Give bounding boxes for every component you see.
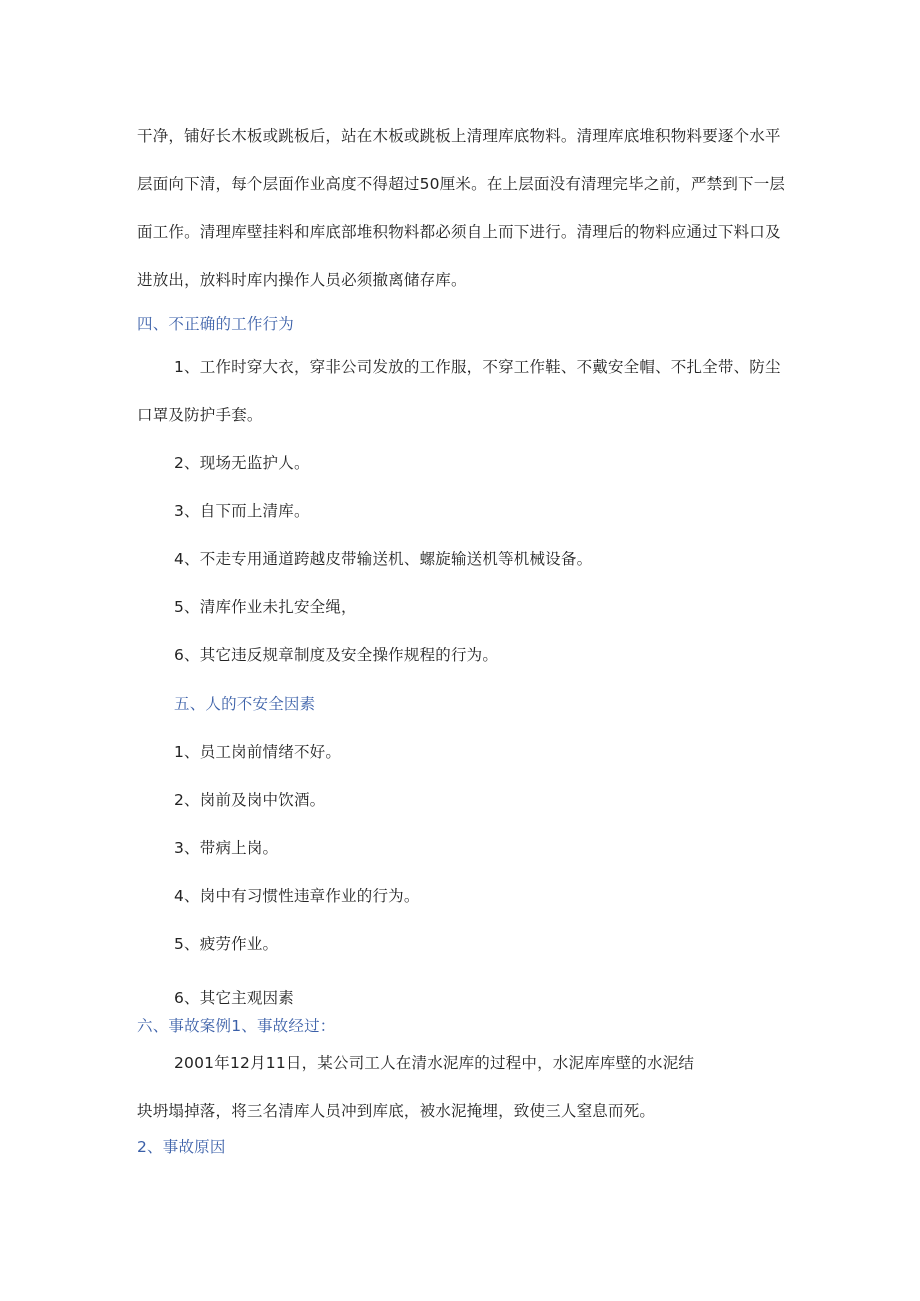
list-item: 3、带病上岗。 — [174, 839, 279, 857]
list-item-continuation: 口罩及防护手套。 — [137, 406, 263, 424]
section-heading-5: 五、人的不安全因素 — [174, 695, 316, 713]
list-item: 6、其它违反规章制度及安全操作规程的行为。 — [174, 646, 499, 664]
list-item: 1、工作时穿大衣，穿非公司发放的工作服，不穿工作鞋、不戴安全帽、不扎全带、防尘 — [174, 358, 781, 376]
list-item: 4、岗中有习惯性违章作业的行为。 — [174, 887, 420, 905]
section-heading-6-title: 六、事故案例 — [137, 1017, 232, 1035]
section-heading-6 — [137, 1016, 335, 1036]
incident-paragraph-line: 块坍塌掉落，将三名清库人员冲到库底，被水泥掩埋，致使三人窒息而死。 — [137, 1102, 656, 1120]
paragraph-line: 层面向下清，每个层面作业高度不得超过50厘米。在上层面没有清理完毕之前，严禁到下一层 — [137, 175, 786, 193]
list-item: 5、清库作业未扎安全绳， — [174, 598, 357, 616]
paragraph-line: 面工作。清理库壁挂料和库底部堆积物料都必须自上而下进行。清理后的物料应通过下料口及 — [137, 223, 781, 241]
list-item: 6、其它主观因素 — [174, 989, 294, 1007]
subheading-incident: 1、事故经过： — [231, 1017, 336, 1035]
section-heading-4: 四、不正确的工作行为 — [137, 315, 295, 333]
paragraph-line: 进放出，放料时库内操作人员必须撤离储存库。 — [137, 271, 467, 289]
incident-paragraph-line: 2001年12月11日，某公司工人在清水泥库的过程中，水泥库库壁的水泥结 — [174, 1054, 695, 1072]
list-item: 3、自下而上清库。 — [174, 502, 310, 520]
list-item: 4、不走专用通道跨越皮带输送机、螺旋输送机等机械设备。 — [174, 550, 593, 568]
paragraph-line: 干净，铺好长木板或跳板后，站在木板或跳板上清理库底物料。清理库底堆积物料要逐个水平 — [137, 127, 781, 145]
list-item: 2、岗前及岗中饮酒。 — [174, 791, 326, 809]
list-item: 5、疲劳作业。 — [174, 935, 279, 953]
subheading-cause: 2、事故原因 — [137, 1138, 226, 1156]
list-item: 1、员工岗前情绪不好。 — [174, 743, 342, 761]
list-item: 2、现场无监护人。 — [174, 454, 310, 472]
